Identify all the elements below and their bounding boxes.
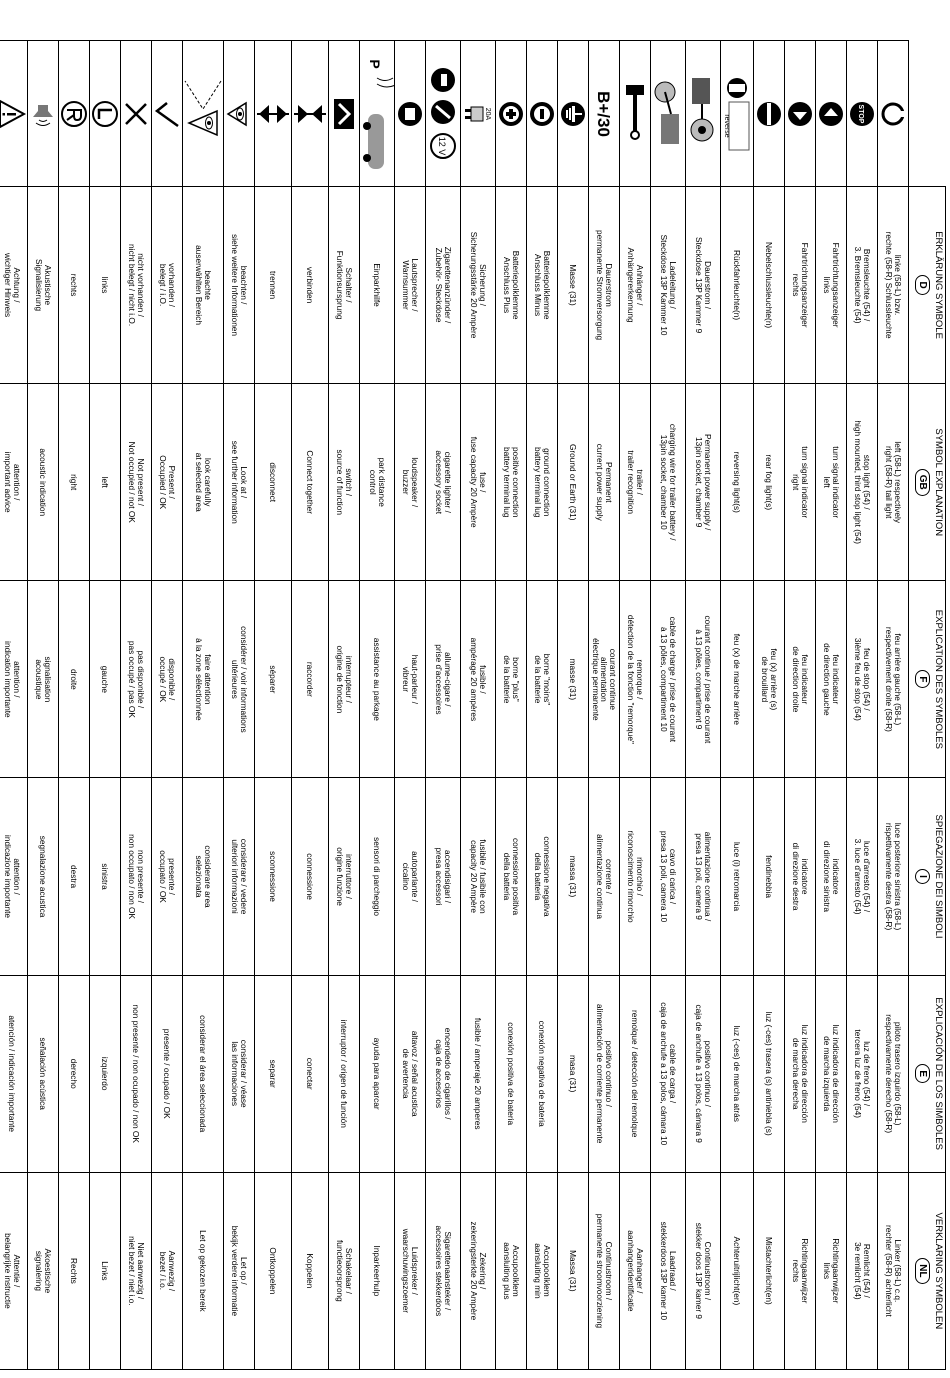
language-badge: E (915, 1064, 930, 1083)
table-row (816, 41, 847, 1370)
description-cell: considérer / voir informations ultérieures (224, 581, 255, 778)
description-cell: Links (90, 1172, 121, 1369)
description-cell: Aanwezig / bezet / i.o. (152, 1172, 183, 1369)
description-cell: luz (-ces) de marcha atrás (721, 975, 754, 1172)
description-cell: Massa (31) (558, 1172, 589, 1369)
description-cell: interrupteur / origine de fonction (329, 581, 360, 778)
symbol-cell (329, 41, 360, 187)
symbol-cell (878, 41, 909, 187)
description-cell: Linker (58-L) c.q. rechter (58-R) achterlicht (878, 1172, 909, 1369)
description-cell: corrente / alimentazione continua (589, 778, 620, 975)
description-cell: park distance control (360, 384, 395, 581)
language-badge: D (915, 275, 930, 294)
symbol-cell (816, 41, 847, 187)
description-cell: Bremsleuchte (54) / 3. Bremsleuchte (54) (847, 187, 878, 384)
description-cell: feu (x) arrière (s) de brouillard (754, 581, 785, 778)
description-cell: luce (i) retromarcia (721, 778, 754, 975)
symbol-cell (395, 41, 426, 187)
table-row (527, 41, 558, 1370)
description-cell: left (58-L) respectively right (58-R) tail light (878, 384, 909, 581)
table-body (0, 41, 909, 1370)
table-row (785, 41, 816, 1370)
header-title: EXPLICATION DES SYMBOLES (933, 609, 944, 749)
description-cell: Continustroom / stekker doos 13P kamer 9 (686, 1172, 721, 1369)
table-row (878, 41, 909, 1370)
column-header-e (909, 975, 946, 1172)
description-cell: Let op / bekijk verdere informatie (224, 1172, 255, 1369)
description-cell: Ontkoppelen (255, 1172, 292, 1369)
symbol-cell (785, 41, 816, 187)
description-cell: verbinden (292, 187, 329, 384)
description-cell: séparer (255, 581, 292, 778)
description-cell: Batteriepolklemme Anschluss Minus (527, 187, 558, 384)
symbol-cell (754, 41, 785, 187)
description-cell: haut-parleur / vibreur (395, 581, 426, 778)
symbol-cell (558, 41, 589, 187)
socket-label: 12 V (437, 136, 447, 155)
language-badge: F (915, 670, 930, 688)
description-cell: pas disponible / pas occupé / pas OK (121, 581, 152, 778)
description-cell: Richtingaanwijzer links (816, 1172, 847, 1369)
table-row (329, 41, 360, 1370)
table-row (754, 41, 785, 1370)
description-cell: linke (58-L) bzw. rechte (58-R) Schlussleuchte (878, 187, 909, 384)
column-header-nl (909, 1172, 946, 1369)
description-cell: Aanhanger / aanhangeridentificatie (620, 1172, 651, 1369)
description-cell: fendinebbia (754, 778, 785, 975)
description-cell: courant continue / prise de courant à 13 pôles, compartiment 9 (686, 581, 721, 778)
description-cell: Attentie / belangrijke instructie (0, 1172, 28, 1369)
description-cell: Niet aanwezig / niet bezet / niet i.o. (121, 1172, 152, 1369)
left-icon (90, 41, 120, 186)
symbol-cell (651, 41, 686, 187)
table-row (651, 41, 686, 1370)
table-row (847, 41, 878, 1370)
description-cell: feu indicateur de direction droite (785, 581, 816, 778)
fog-light-icon (754, 41, 784, 186)
symbol-cell (292, 41, 329, 187)
description-cell: Luidspreker / waarschuwingszoemer (395, 1172, 426, 1369)
description-cell: accendisigari / presa accessori (426, 778, 461, 975)
description-cell: cable de carga / caja de anchufe a 13 polos, cámara 10 (651, 975, 686, 1172)
description-cell: Rechts (59, 1172, 90, 1369)
table-row (589, 41, 620, 1370)
description-cell: segnalazione acustica (28, 778, 59, 975)
symbol-cell (0, 41, 28, 187)
symbol-cell (90, 41, 121, 187)
description-cell: fuse / fuse capacity 20 Ampère (461, 384, 496, 581)
check-icon (152, 41, 182, 186)
description-cell: links (90, 187, 121, 384)
description-cell: cable de charge / prise de courant à 13 pôles, compartiment 10 (651, 581, 686, 778)
header-title: EXPLICACIÓN DE LOS SIMBOLES (933, 997, 944, 1150)
description-cell: Koppelen (292, 1172, 329, 1369)
b30-label: B+/30 (594, 90, 613, 137)
description-cell: Connect together (292, 384, 329, 581)
description-cell: positivo continuo / alimentación de corriente permanente (589, 975, 620, 1172)
description-cell: massa (31) (558, 778, 589, 975)
description-cell: fusible / ampérage 20 ampères (461, 581, 496, 778)
description-cell: Ground or Earth (31) (558, 384, 589, 581)
buzzer-icon (395, 41, 425, 186)
description-cell: attention / indication importante (0, 581, 28, 778)
description-cell: destra (59, 778, 90, 975)
cross-icon (121, 41, 151, 186)
table-row (59, 41, 90, 1370)
symbol-cell (620, 41, 651, 187)
description-cell: sensori di parcheggio (360, 778, 395, 975)
description-cell: autoparlante / cicalino (395, 778, 426, 975)
description-cell: disconnect (255, 384, 292, 581)
description-cell: Batteriepolklemme Anschluss Plus (496, 187, 527, 384)
symbol-cell (183, 41, 224, 187)
description-cell: rear fog light(s) (754, 384, 785, 581)
description-cell: separar (255, 975, 292, 1172)
description-cell: non presente / non occupato / non OK (121, 778, 152, 975)
symbol-cell (496, 41, 527, 187)
charging-wire-icon (651, 41, 685, 186)
description-cell: Present / Occupied / OK (152, 384, 183, 581)
symbol-cell (527, 41, 558, 187)
description-cell: Nebelschlussleuchte(n) (754, 187, 785, 384)
description-cell: luz indicadora de dirección de marcha izquierda (816, 975, 847, 1172)
description-cell: Ladeleitung / Steckdose 13P Kammer 10 (651, 187, 686, 384)
park-label: P (367, 58, 383, 69)
table-row (121, 41, 152, 1370)
description-cell: considerare area selezionata (183, 778, 224, 975)
language-badge: I (915, 869, 930, 884)
table-row (183, 41, 224, 1370)
cigarette-lighter-icon (426, 41, 460, 186)
description-cell: masa (31) (558, 975, 589, 1172)
description-cell: indicatore di direzione destra (785, 778, 816, 975)
language-badge: NL (915, 1258, 930, 1283)
description-cell: acoustic indication (28, 384, 59, 581)
park-assist-icon (360, 41, 394, 186)
symbol-cell (152, 41, 183, 187)
description-cell: courant continue alimentation électrique permanente (589, 581, 620, 778)
description-cell: Akustische Signalisierung (28, 187, 59, 384)
description-cell: altavoz / señal acustica de avertencia (395, 975, 426, 1172)
description-cell: fusible / amperaje 20 amperes (461, 975, 496, 1172)
table-row (620, 41, 651, 1370)
disconnect-icon (255, 41, 291, 186)
description-cell: look carefully at selected area (183, 384, 224, 581)
description-cell: considerar el área seleccionada (183, 975, 224, 1172)
description-cell: alimentazione continua / presa 13 poli, camera 9 (686, 778, 721, 975)
symbol-cell (121, 41, 152, 187)
description-cell: trailer / trailer recognition (620, 384, 651, 581)
table-row (28, 41, 59, 1370)
description-cell: left (90, 384, 121, 581)
table-row (152, 41, 183, 1370)
trailer-icon (620, 41, 650, 186)
symbol-cell (847, 41, 878, 187)
description-cell: Akoestische signalering (28, 1172, 59, 1369)
header-title: SPIEGAZIONE DEI SIMBOLI (933, 814, 944, 939)
description-cell: nicht vorhanden / nicht belegt / nicht i.O. (121, 187, 152, 384)
description-cell: encendedo de cigarillos / caja de accesorios (426, 975, 461, 1172)
description-cell: Achteruitrijlicht(en) (721, 1172, 754, 1369)
table-row (721, 41, 754, 1370)
description-cell: ayuda para aparcar (360, 975, 395, 1172)
description-cell: feu (x) de marche arrière (721, 581, 754, 778)
description-cell: cavo di carica / presa 13 poli, camera 10 (651, 778, 686, 975)
description-cell: turn signal indicator left (816, 384, 847, 581)
header-title: ERKLÄRUNG SYMBOLE (933, 231, 944, 339)
stop-label: STOP (857, 104, 864, 123)
description-cell: Zigarettenanzünder / Zubehör- Steckdose (426, 187, 461, 384)
table-row (360, 41, 395, 1370)
description-cell: beachte auserwählten Bereich (183, 187, 224, 384)
description-cell: luce posteriore sinistra (58-L) rispettivamente destra (58-R) (878, 778, 909, 975)
column-header-gb (909, 384, 946, 581)
stop-light-icon (847, 41, 877, 186)
description-cell: piloto trasero izquirdo (58-L) respectivamente derecho (58-R) (878, 975, 909, 1172)
table-row (558, 41, 589, 1370)
description-cell: loudspeaker / buzzer (395, 384, 426, 581)
description-cell: Laadraad / stekkerdoos 13P kamer 10 (651, 1172, 686, 1369)
description-cell: positivo continuo / caja de anchufe a 13 polos, cámara 9 (686, 975, 721, 1172)
description-cell: Permanent power supply / 13pin socket, chamber 9 (686, 384, 721, 581)
symbol-cell (589, 41, 620, 187)
warning-icon (0, 41, 27, 186)
description-cell: switch / source of function (329, 384, 360, 581)
table-row (224, 41, 255, 1370)
description-cell: Fahrtrichtungsanzeiger rechts (785, 187, 816, 384)
description-cell: Inparkeerhulp (360, 1172, 395, 1369)
description-cell: ground connection battery terminal lug (527, 384, 558, 581)
description-cell: fusibile / fusibile con capacity 20 Ampère (461, 778, 496, 975)
symbol-cell (28, 41, 59, 187)
description-cell: presente / occupato / OK (152, 778, 183, 975)
table-row (90, 41, 121, 1370)
symbol-column-header (909, 41, 946, 187)
acoustic-icon (28, 41, 58, 186)
description-cell: Mistachterlicht(en) (754, 1172, 785, 1369)
description-cell: conexión negativa de bateria (527, 975, 558, 1172)
description-cell: faire attention à la zone sélectionnée (183, 581, 224, 778)
description-cell: connessione positiva della batteria (496, 778, 527, 975)
description-cell: luz (-ces) trasera (s) antiniebla (s) (754, 975, 785, 1172)
description-cell: Einparkhilfe (360, 187, 395, 384)
switch-icon (329, 41, 359, 186)
description-cell: feu arrière gauche (58-L) respectivement droite (58-R) (878, 581, 909, 778)
symbol-table (0, 40, 946, 1370)
reversing-light-icon (721, 41, 753, 186)
description-cell: remolque / detección del remolque (620, 975, 651, 1172)
description-cell: signalisation acoustique (28, 581, 59, 778)
symbol-cell (59, 41, 90, 187)
symbol-cell (461, 41, 496, 187)
header-title: SYMBOL EXPLANATION (933, 428, 944, 537)
description-cell: right (59, 384, 90, 581)
description-cell: Lautsprecher / Warnsummer (395, 187, 426, 384)
column-header-i (909, 778, 946, 975)
description-cell: Rückfahrleuchte(n) (721, 187, 754, 384)
description-cell: connessione negativa della batteria (527, 778, 558, 975)
description-cell: borne "plus" de la batterie (496, 581, 527, 778)
connect-icon (292, 41, 328, 186)
description-cell: assistance au parkage (360, 581, 395, 778)
eye-icon (224, 41, 254, 186)
eye-area-icon (183, 41, 223, 186)
description-cell: droite (59, 581, 90, 778)
description-cell: Dauerstrom permanente Stromversorgung (589, 187, 620, 384)
description-cell: señalación acústica (28, 975, 59, 1172)
description-cell: Masse (31) (558, 187, 589, 384)
symbol-cell (686, 41, 721, 187)
description-cell: attention / important advice (0, 384, 28, 581)
description-cell: raccorder (292, 581, 329, 778)
description-cell: stop light (54) / high mounted, third stop light (54) (847, 384, 878, 581)
column-header-f (909, 581, 946, 778)
description-cell: rimorchio / riconoscimento rimorchio (620, 778, 651, 975)
description-cell: Sigarettenaansteker / accessoires stekkerdoos (426, 1172, 461, 1369)
description-cell: interruptor / origen de función (329, 975, 360, 1172)
b30-icon (589, 41, 619, 186)
description-cell: Let op gekozen bereik (183, 1172, 224, 1369)
description-cell: charging wire for trailer battery / 13pin socket, chamber 10 (651, 384, 686, 581)
description-cell: Achtung / wichtiger Hinweis (0, 187, 28, 384)
description-cell: borne "moins" de la batterie (527, 581, 558, 778)
description-cell: Look at / see further information (224, 384, 255, 581)
description-cell: presente / ocupado / OK (152, 975, 183, 1172)
description-cell: Richtingaanwijzer rechts (785, 1172, 816, 1369)
description-cell: positive connection battery terminal lug (496, 384, 527, 581)
description-cell: non presente / non ocupado / non OK (121, 975, 152, 1172)
description-cell: Accupoolklem aansluiting min (527, 1172, 558, 1369)
description-cell: feu de stop (54) / 3ième feu de stop (54) (847, 581, 878, 778)
description-cell: attention / indicazione importante (0, 778, 28, 975)
table-row (395, 41, 426, 1370)
description-cell: allume-cigare / prise d'accessoires (426, 581, 461, 778)
fuse-icon (461, 41, 495, 186)
plus-terminal-icon (496, 41, 526, 186)
description-cell: Permanent current power supply (589, 384, 620, 581)
description-cell: Sicherung / Sicherungsstärke 20 Ampère (461, 187, 496, 384)
description-cell: Continustroom / permanente stroomvoorziening (589, 1172, 620, 1369)
description-cell: Schalter / Funktionsursprung (329, 187, 360, 384)
description-cell: gauche (90, 581, 121, 778)
description-cell: sconnessione (255, 778, 292, 975)
turn-right-icon (785, 41, 815, 186)
description-cell: beachten / siehe weitere Informationen (224, 187, 255, 384)
column-header-de (909, 187, 946, 384)
description-cell: turn signal indicator right (785, 384, 816, 581)
language-badge: GB (915, 469, 930, 496)
description-cell: feu indicateur de direction gauche (816, 581, 847, 778)
table-row (496, 41, 527, 1370)
table-row (686, 41, 721, 1370)
description-cell: rechts (59, 187, 90, 384)
description-cell: remorque / détection de la fonction "remorque" (620, 581, 651, 778)
description-cell: Anhänger / Anhängererkennung (620, 187, 651, 384)
description-cell: Zekering / zekeringsterkte 20 Ampère (461, 1172, 496, 1369)
symbol-cell (360, 41, 395, 187)
turn-left-icon (816, 41, 846, 186)
description-cell: reversing light(s) (721, 384, 754, 581)
description-cell: conexión positiva de bateria (496, 975, 527, 1172)
symbol-cell (426, 41, 461, 187)
symbol-cell (224, 41, 255, 187)
description-cell: Dauerstrom / Steckdose 13P Kammer 9 (686, 187, 721, 384)
fuse-label: 20A (484, 107, 491, 120)
description-cell: atención / indicación importante (0, 975, 28, 1172)
description-cell: cigarette lighter / accessory socket (426, 384, 461, 581)
description-cell: connessione (292, 778, 329, 975)
description-cell: sinistra (90, 778, 121, 975)
minus-terminal-icon (527, 41, 557, 186)
description-cell: considerare / vedere ulteriori informazioni (224, 778, 255, 975)
description-cell: disponible / occupé / OK (152, 581, 183, 778)
table-row (461, 41, 496, 1370)
tail-light-icon (878, 41, 908, 186)
table-row (292, 41, 329, 1370)
description-cell: luz de freno (54) / tercera luz de freno (54) (847, 975, 878, 1172)
description-cell: izquierdo (90, 975, 121, 1172)
description-cell: Accupoolklem aansluiting plus (496, 1172, 527, 1369)
description-cell: luce d'arresto (54) / 3. luce d'arresto (54) (847, 778, 878, 975)
description-cell: vorhanden / belegt / i.O. (152, 187, 183, 384)
table-row (0, 41, 28, 1370)
right-icon (59, 41, 89, 186)
description-cell: Schakelaar / functieoorsprong (329, 1172, 360, 1369)
description-cell: Not present / Not occupied / not OK (121, 384, 152, 581)
description-cell: trennen (255, 187, 292, 384)
ground-icon (558, 41, 588, 186)
description-cell: luz indicadora de dirección de marcha derecha (785, 975, 816, 1172)
table-row (426, 41, 461, 1370)
permanent-supply-icon (686, 41, 720, 186)
description-cell: conectar (292, 975, 329, 1172)
description-cell: masse (31) (558, 581, 589, 778)
description-cell: indicatore di direzione sinistra (816, 778, 847, 975)
symbol-cell (255, 41, 292, 187)
header-row (909, 41, 946, 1370)
description-cell: Remlicht (54) / 3e remlicht (54) (847, 1172, 878, 1369)
description-cell: derecho (59, 975, 90, 1172)
table-row (255, 41, 292, 1370)
header-title: VERKLARING SYMBOLEN (933, 1212, 944, 1330)
description-cell: considerar / véase las informaciones (224, 975, 255, 1172)
symbol-cell (721, 41, 754, 187)
description-cell: Fahrtrichtungsanzeiger links (816, 187, 847, 384)
description-cell: interruttore / origine funzione (329, 778, 360, 975)
reverse-label: reverse (723, 113, 730, 138)
